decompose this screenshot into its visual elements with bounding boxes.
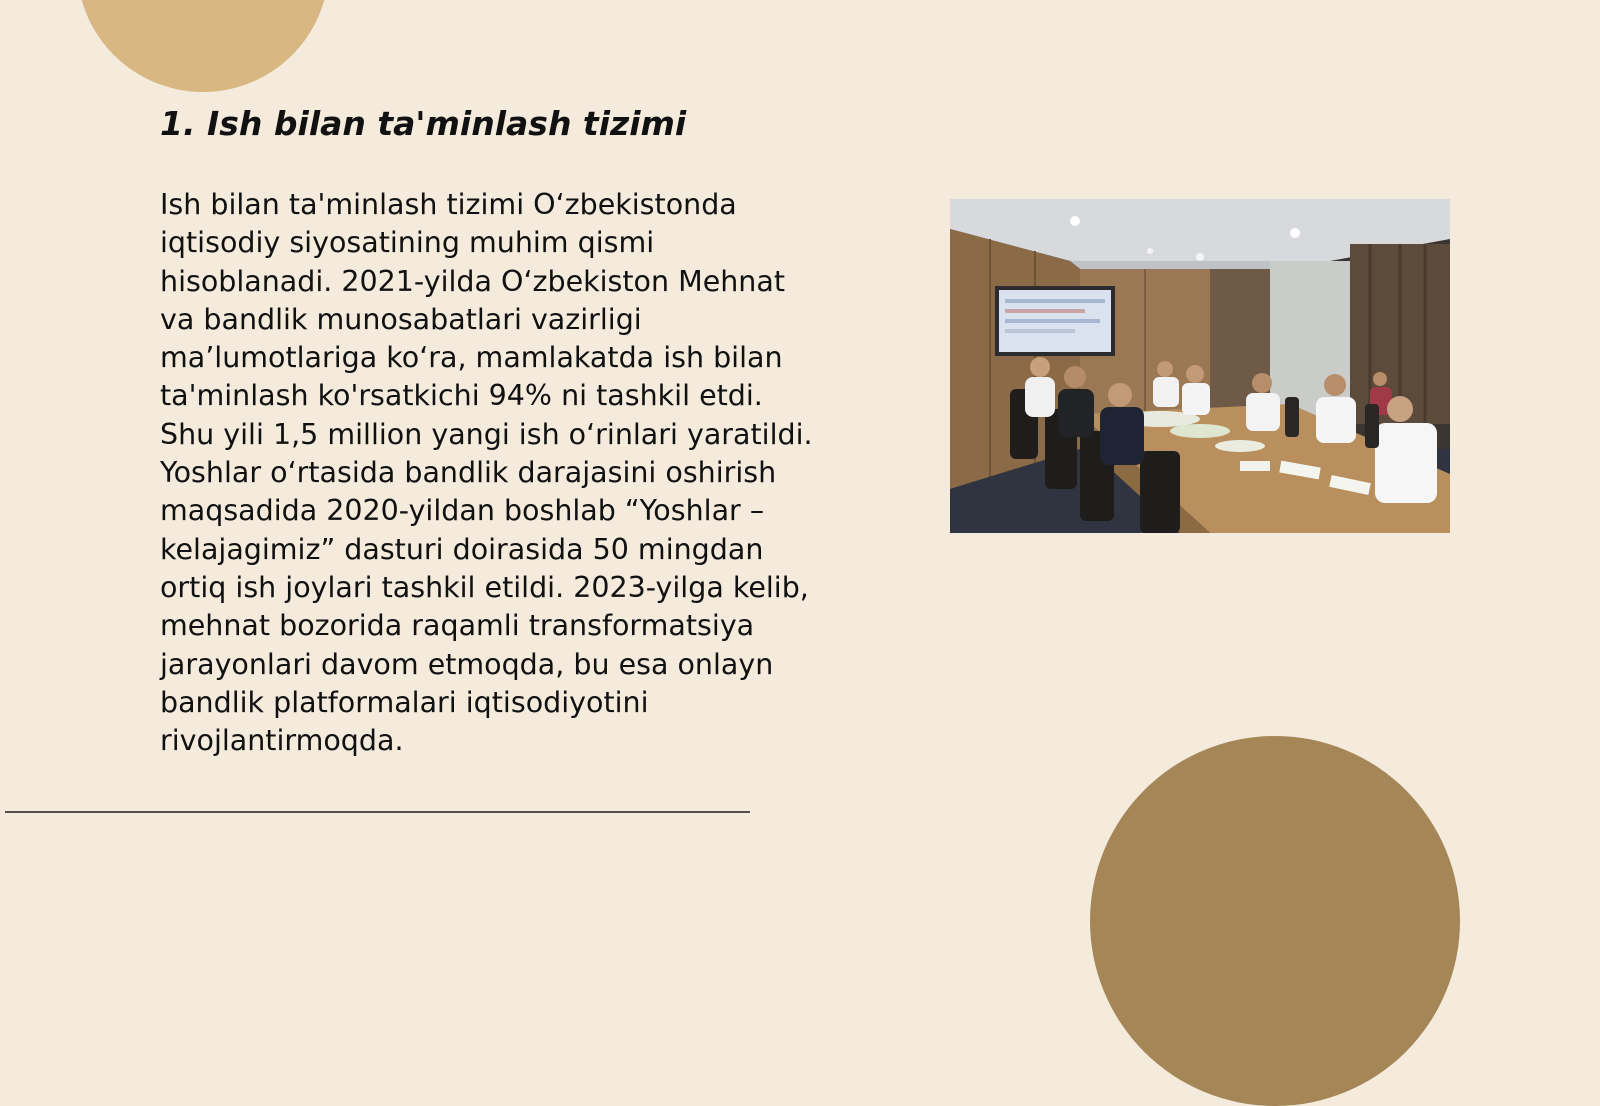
- meeting-photo-illustration: [950, 199, 1450, 533]
- decorative-circle-top: [77, 0, 329, 92]
- decorative-circle-bottom: [1090, 736, 1460, 1106]
- slide-title: 1. Ish bilan ta'minlash tizimi: [160, 104, 687, 143]
- divider-line: [5, 811, 750, 813]
- meeting-room-photo: [950, 199, 1450, 533]
- slide-body-text: Ish bilan ta'minlash tizimi O‘zbekistonda iqtisodiy siyosatining muhim qismi hisoblanadi. 2021-yilda O‘zbekiston Mehnat va bandlik munosabatlari vazirligi ma’lumotlariga ko‘ra, mamlakatda ish bilan ta'minlash ko'rsatkichi 94% ni tashkil etdi. Shu yili 1,5 million yangi ish o‘rinlari yaratildi. Yoshlar o‘rtasida bandlik darajasini oshirish maqsadida 2020-yildan boshlab “Yoshlar – kelajagimiz” dasturi doirasida 50 mingdan ortiq ish joylari tashkil etildi. 2023-yilga kelib, mehnat bozorida raqamli transformatsiya jarayonlari davom etmoqda, bu esa onlayn bandlik platformalari iqtisodiyotini rivojlantirmoqda.: [160, 188, 813, 758]
